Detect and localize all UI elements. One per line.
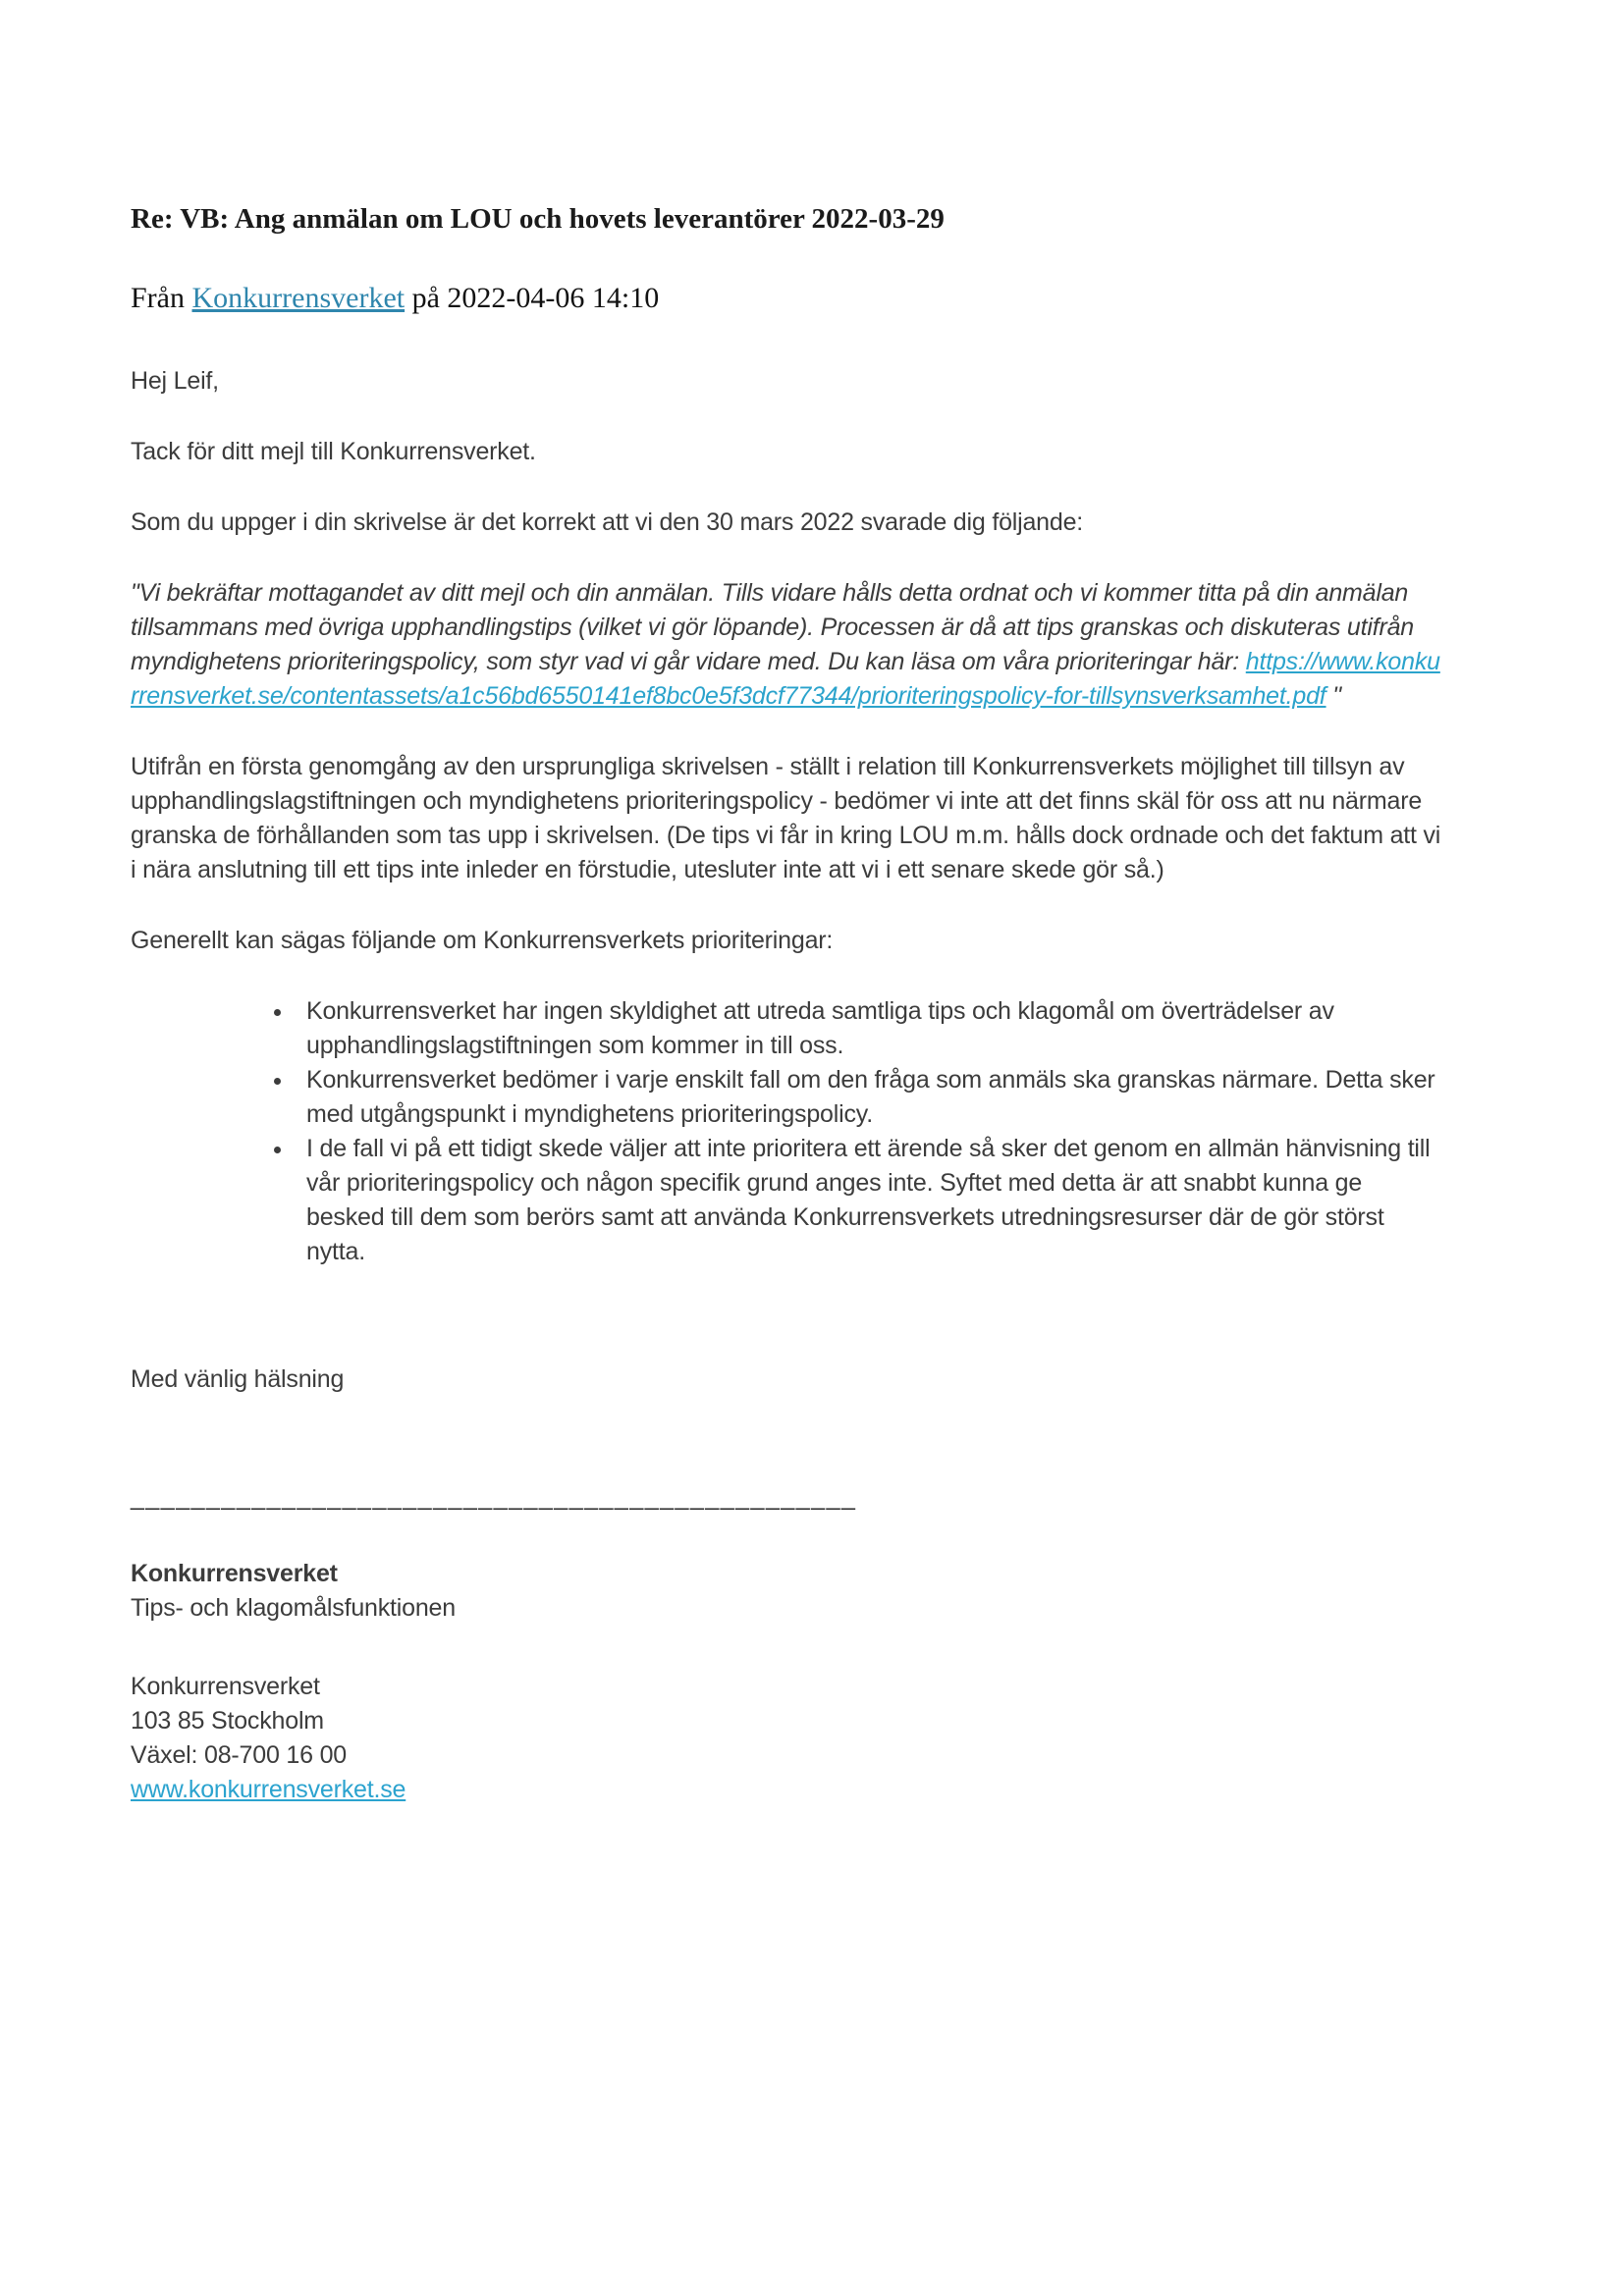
prioriteringspolicy-pdf-link[interactable]: https://www.konkurrensverket.se/contentassets/a1c56bd6550141ef8bc0e5f3dcf77344/prioriteringspolicy-for-tillsynsverksamhet.pdf <box>131 648 1440 710</box>
bullet-item: • I de fall vi på ett tidigt skede väljer att inte prioritera ett ärende så sker det genom en allmän hänvisning till vår prioriteringspolicy och någon specifik grund anges inte. Syftet med detta är att snabbt kunna ge besked till dem som berörs samt att använda Konkurrensverkets utredningsresurser där de gör störst nytta. <box>295 1132 1446 1269</box>
paragraph-intro: Som du uppger i din skrivelse är det korrekt att vi den 30 mars 2022 svarade dig följande: <box>131 508 1084 536</box>
signature-org-name: Konkurrensverket <box>131 1560 338 1587</box>
signature-department: Tips- och klagomålsfunktionen <box>131 1594 456 1622</box>
from-prefix: Från <box>131 282 192 314</box>
signature-phone: Växel: 08-700 16 00 <box>131 1741 347 1769</box>
email-subject: Re: VB: Ang anmälan om LOU och hovets leverantörer 2022-03-29 <box>131 203 945 235</box>
priorities-bullet-list <box>131 994 1446 1269</box>
bullet-item: • Konkurrensverket bedömer i varje enskilt fall om den fråga som anmäls ska granskas närmare. Detta sker med utgångspunkt i myndighetens prioriteringspolicy. <box>295 1063 1446 1132</box>
quoted-reply-paragraph <box>131 576 1446 714</box>
sender-link[interactable]: Konkurrensverket <box>191 282 406 314</box>
paragraph-thanks: Tack för ditt mejl till Konkurrensverket. <box>131 438 536 465</box>
quote-text-after-link: " <box>1325 682 1341 710</box>
signature-divider: ________________________________________________ <box>131 1483 857 1511</box>
paragraph-assessment: Utifrån en första genomgång av den ursprungliga skrivelsen - ställt i relation till Konkurrensverkets möjlighet till tillsyn av upphandlingslagstiftningen och myndighetens prioriteringspolicy - bedömer vi inte att det finns skäl för oss att nu närmare granska de förhållanden som tas upp i skrivelsen. (De tips vi får in kring LOU m.m. hålls dock ordnade och det faktum att vi i nära anslutning till ett tips inte inleder en förstudie, utesluter inte att vi i ett senare skede gör så.) <box>131 753 1441 883</box>
signature-block <box>131 1557 1446 1807</box>
quote-text-before-link: "Vi bekräftar mottagandet av ditt mejl och din anmälan. Tills vidare hålls detta ordnat och vi kommer titta på din anmälan tillsammans med övriga upphandlingstips (vilket vi gör löpande). Processen är då att tips granskas och diskuteras utifrån myndighetens prioriteringspolicy, som styr vad vi går vidare med. Du kan läsa om våra prioriteringar här: <box>131 579 1415 675</box>
signature-address-block <box>131 1670 1446 1807</box>
signature-org: Konkurrensverket <box>131 1673 320 1700</box>
greeting: Hej Leif, <box>131 367 219 395</box>
from-date: på 2022-04-06 14:10 <box>405 282 660 314</box>
signature-postal-address: 103 85 Stockholm <box>131 1707 324 1735</box>
bullet-item: • Konkurrensverket har ingen skyldighet att utreda samtliga tips och klagomål om överträdelser av upphandlingslagstiftningen som kommer in till oss. <box>295 994 1446 1063</box>
from-line <box>131 280 1446 317</box>
website-link[interactable]: www.konkurrensverket.se <box>131 1776 406 1803</box>
closing-salutation: Med vänlig hälsning <box>131 1365 345 1393</box>
paragraph-general: Generellt kan sägas följande om Konkurrensverkets prioriteringar: <box>131 927 834 954</box>
